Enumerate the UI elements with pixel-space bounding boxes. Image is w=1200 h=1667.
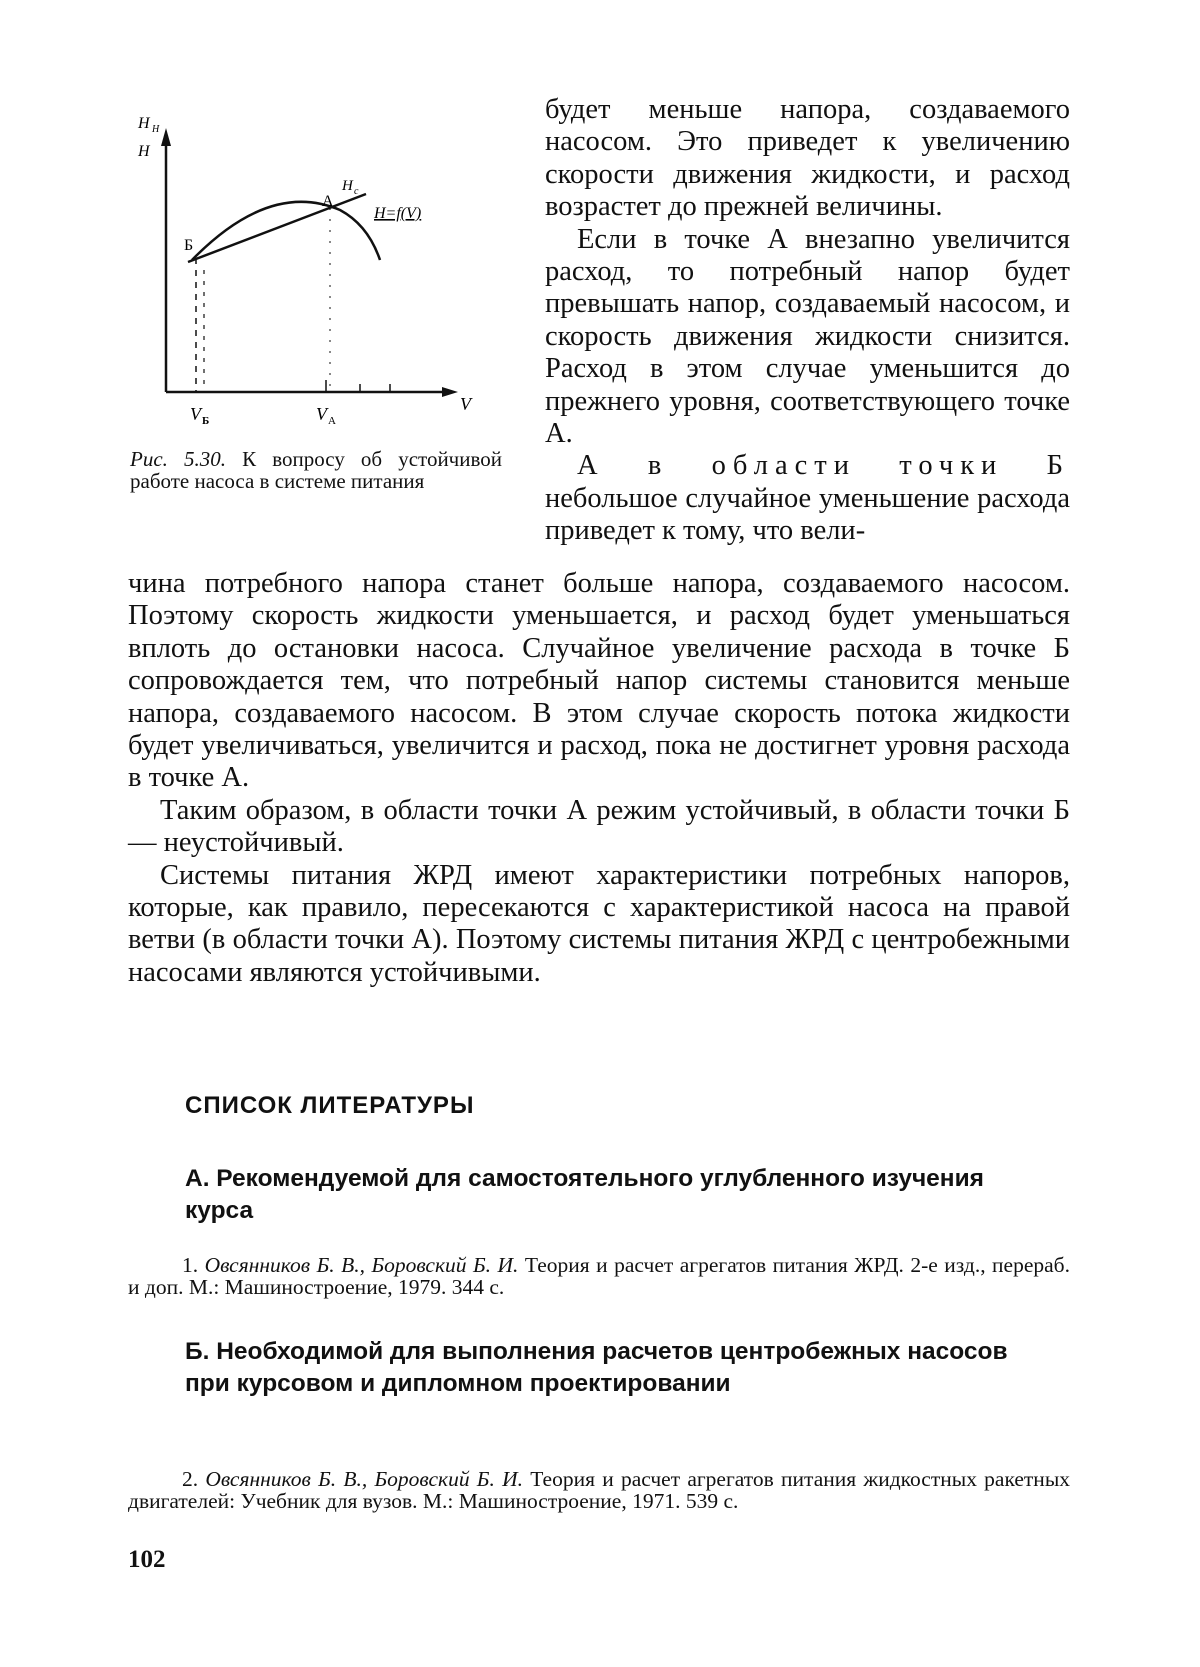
side-column-text [545, 94, 1070, 548]
x-axis-label: V [460, 394, 471, 414]
x-tick-label-b-sub: Б [202, 415, 210, 427]
body-paragraph-3: Системы питания ЖРД имеют характеристики потребных напоров, которые, как правило, пересекаются с характеристикой насоса на правой ветви (в области точки А). Поэтому системы питания ЖРД с центробежными насосами являются устойчивыми. [128, 859, 1070, 988]
side-paragraph-1: будет меньше напора, создаваемого насосом. Это приведет к увеличению скорости движения жидкости, и расход возрастет до прежней величины. [545, 94, 1070, 223]
reference-1 [128, 1254, 1070, 1298]
figure-caption-text: К вопросу об устойчивой работе насоса в системе питания [130, 447, 502, 493]
references-heading: СПИСОК ЛИТЕРАТУРЫ [185, 1092, 475, 1119]
stability-diagram [130, 110, 510, 430]
figure-caption-label: Рис. 5.30. [130, 447, 227, 471]
body-paragraph-1: чина потребного напора станет больше напора, создаваемого насосом. Поэтому скорость жидкости уменьшается, и расход будет уменьшаться вплоть до остановки насоса. Случайное увеличение расхода в точке Б сопровождается тем, что потребный напор системы становится меньше напора, создаваемого насосом. В этом случае скорость потока жидкости будет увеличиваться, увеличится и расход, пока не достигнет уровня расхода в точке А. [128, 568, 1070, 794]
system-curve-label: Н [342, 178, 353, 194]
system-curve-label-sub: с [354, 186, 359, 197]
reference-1-author: Овсянников Б. В., Боровский Б. И. [204, 1253, 519, 1277]
reference-1-number: 1. [182, 1253, 205, 1277]
reference-2-text: Теория и расчет агрегатов питания жидкостных ракетных двигателей: Учебник для вузов. М.: Машиностроение, 1971. 539 с. [128, 1467, 1071, 1513]
x-axis-arrow [442, 387, 458, 397]
side-paragraph-3-spaced: А в области точки Б [577, 450, 1070, 482]
figure-pump-stability [130, 110, 510, 430]
reference-2 [128, 1468, 1070, 1512]
point-b-label: Б [184, 237, 194, 254]
pump-curve [192, 202, 380, 260]
page-number: 102 [128, 1546, 166, 1573]
pump-curve-label: Н=f(V) [374, 205, 422, 222]
side-paragraph-3 [545, 450, 1070, 547]
x-tick-label-a: V [316, 404, 327, 424]
y-axis-label: Н [138, 143, 150, 160]
point-a-label: А [322, 193, 334, 210]
main-body-text [128, 568, 1070, 989]
body-paragraph-2: Таким образом, в области точки А режим устойчивый, в области точки Б — неустойчивый. [128, 794, 1070, 859]
reference-2-number: 2. [182, 1467, 206, 1491]
reference-2-author: Овсянников Б. В., Боровский Б. И. [205, 1467, 523, 1491]
side-paragraph-3-rest: небольшое случайное уменьшение расхода приведет к тому, что вели- [545, 482, 1070, 547]
x-tick-label-a-sub: A [328, 415, 336, 427]
figure-caption [130, 448, 502, 492]
side-paragraph-2: Если в точке А внезапно увеличится расход, то потребный напор будет превышать напор, создаваемый насосом, и скорость движения жидкости снизится. Расход в этом случае уменьшится до прежнего уровня, соответствующего точке А. [545, 223, 1070, 450]
y-axis-label-top-sub: Н [152, 124, 160, 135]
x-tick-label-b: V [190, 404, 201, 424]
section-b-heading: Б. Необходимой для выполнения расчетов центробежных насосов при курсовом и дипломном проектировании [185, 1338, 1008, 1397]
y-axis-label-top: H [138, 115, 150, 132]
section-a-heading: А. Рекомендуемой для самостоятельного углубленного изучения курса [185, 1165, 984, 1224]
y-axis-arrow [161, 128, 171, 146]
reference-1-text: Теория и расчет агрегатов питания ЖРД. 2-е изд., перераб. и доп. М.: Машиностроение, 1979. 344 с. [128, 1253, 1070, 1299]
